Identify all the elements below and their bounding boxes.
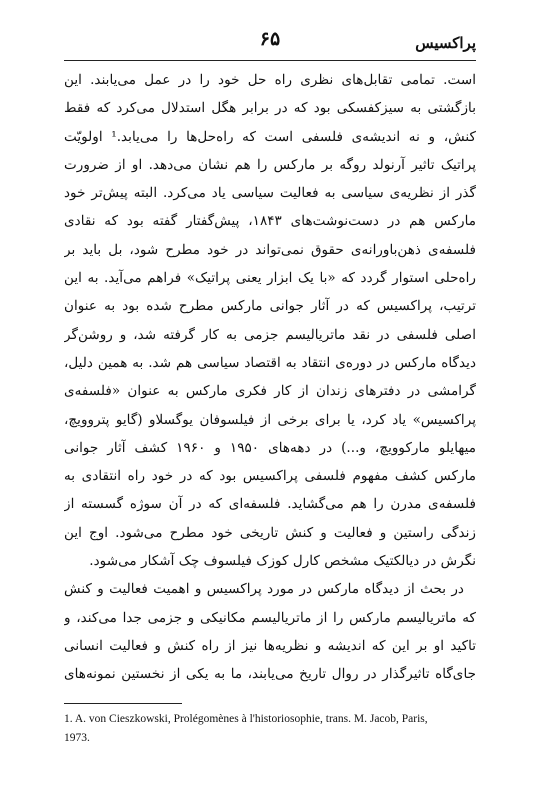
text-line: گرامشی در دفترهای زندان از کار فکری مارکس به عنوان «فلسفه‌ی <box>64 383 476 400</box>
page-number: ۶۵ <box>259 28 281 50</box>
header-divider <box>64 60 476 61</box>
text-line: مارکس کشف مفهوم فلسفی پراکسیس بود که در خود راه انتقادی به <box>64 468 476 485</box>
text-line: راه‌حلی استوار گردد که «با یک ابزار یعنی پراتیک» فراهم می‌آید. به این <box>64 270 476 287</box>
text-line: دیدگاه مارکس در دوره‌ی انتقاد به اقتصاد سیاسی هم شد. به همین دلیل، <box>64 354 476 371</box>
text-line: نگرش در دیالکتیک مشخص کارل کوزک فیلسوف چک آشکار می‌شود. <box>89 553 476 570</box>
text-line: فلسفه‌ی مدرن را هم می‌گشاید. فلسفه‌ای که در آن سوژه گسسته از <box>64 496 476 513</box>
text-line: جای‌گاه تاثیرگذار در روال تاریخ می‌یابند، ما به یکی از نخستین نمونه‌های <box>64 666 476 683</box>
running-title: پراکسیس <box>415 34 476 52</box>
text-line: اصلی فلسفی در نقد ماتریالیسم جزمی به کار گرفته شد، و روشن‌گر <box>64 326 476 343</box>
text-line: میهایلو مارکوویچ، و...) در دهه‌های ۱۹۵۰ و ۱۹۶۰ کشف آثار جوانی <box>64 439 476 456</box>
footnote-line: 1. A. von Cieszkowski, Prolégomènes à l'historiosophie, trans. M. Jacob, Paris, <box>64 713 428 725</box>
footnote-line: 1973. <box>64 732 90 744</box>
text-line: گذر از نظریه‌ی سیاسی به فعالیت سیاسی یاد می‌کرد. البته پیش‌تر خود <box>64 185 476 202</box>
text-line: در بحث از دیدگاه مارکس در مورد پراکسیس و اهمیت فعالیت و کنش <box>64 581 464 598</box>
text-line: بازگشتی به سیزکفسکی بود که در برابر هگل استدلال می‌کرد که فقط <box>64 100 476 117</box>
text-line: پراکسیس» یاد کرد، یا برای برخی از فیلسوفان یوگسلاو (گایو پتروویچ، <box>64 411 476 428</box>
text-line: مارکس هم در دست‌نوشت‌های ۱۸۴۳، پیش‌گفتار گفته بود که نقادی <box>64 213 476 230</box>
text-line: کنش، و نه اندیشه‌ی فلسفی است که راه‌حل‌ها را می‌یابد.¹ اولویّت <box>64 128 476 145</box>
footnote <box>64 710 476 748</box>
body-text <box>64 66 476 689</box>
text-line: ترتیب، پراکسیس که در آثار جوانی مارکس مطرح شده بود به عنوان <box>64 298 476 315</box>
text-line: زندگی راستین و فعالیت و کنش تاریخی خود مطرح می‌شود. اوج این <box>64 524 476 541</box>
footnote-divider <box>64 703 182 704</box>
text-line: تاکید او بر این که اندیشه و نظریه‌ها نیز از راه کنش و فعالیت انسانی <box>64 637 476 654</box>
text-line: است. تمامی تقابل‌های نظری راه حل خود را در عمل می‌یابند. این <box>64 72 476 88</box>
text-line: فلسفه‌ی ذهن‌باورانه‌ی حقوق نمی‌تواند در خود مطرح شود، بل باید بر <box>64 241 476 258</box>
text-line: که ماتریالیسم مارکس را از ماتریالیسم مکانیکی و جزمی جدا می‌کند، و <box>64 609 476 626</box>
text-line: پراتیک تاثیر آرنولد روگه بر مارکس را هم نشان می‌دهد. او از ضرورت <box>64 156 476 173</box>
